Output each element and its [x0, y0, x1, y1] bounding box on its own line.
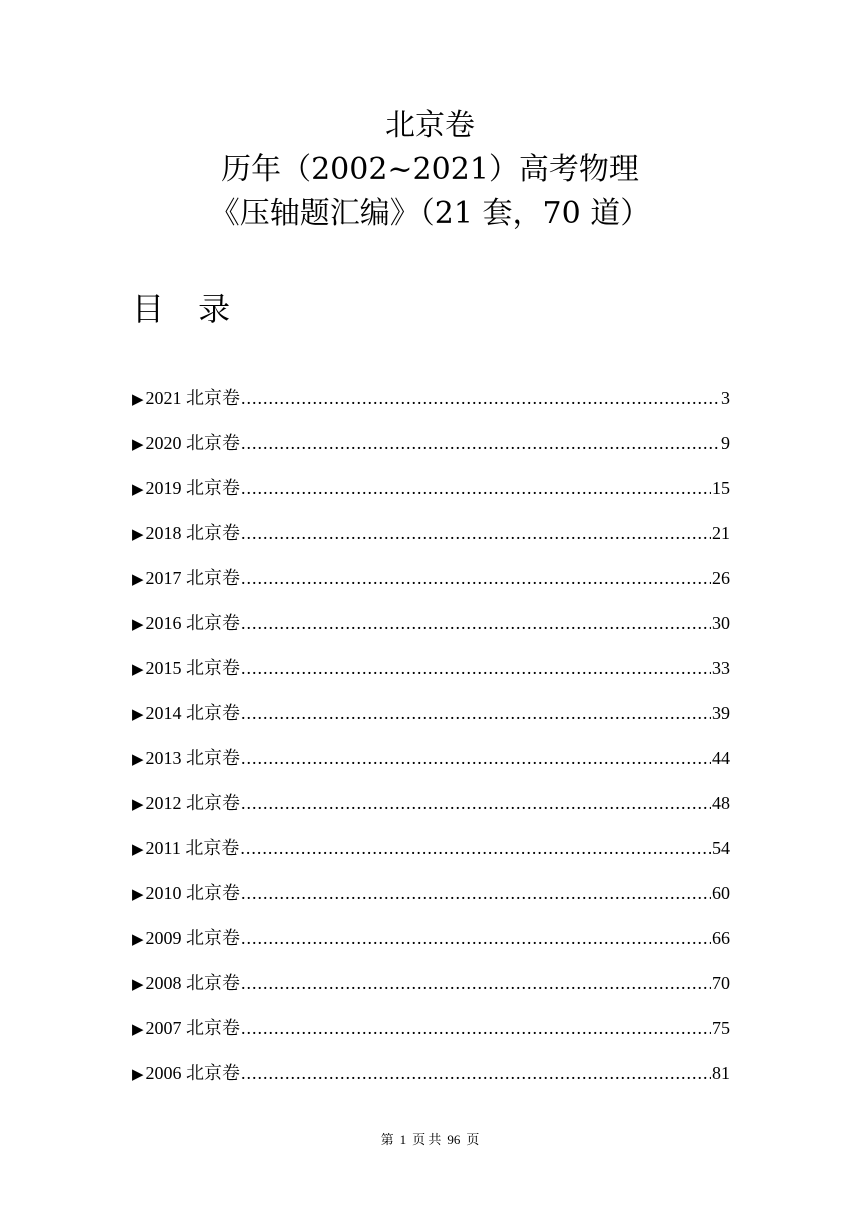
toc-entry[interactable]: [132, 969, 730, 1014]
triangle-bullet-icon: ▶: [132, 1022, 144, 1038]
dot-leader: [241, 703, 711, 724]
triangle-bullet-icon: ▶: [132, 527, 144, 543]
triangle-bullet-icon: ▶: [132, 887, 144, 903]
dot-leader: [241, 478, 711, 499]
triangle-bullet-icon: ▶: [132, 842, 144, 858]
toc-entry-label: 2013 北京卷: [145, 748, 241, 768]
triangle-bullet-icon: ▶: [132, 437, 144, 453]
toc-entry-label: 2021 北京卷: [145, 388, 241, 408]
toc-entry-label: 2019 北京卷: [145, 478, 241, 498]
triangle-bullet-icon: ▶: [132, 572, 144, 588]
triangle-bullet-icon: ▶: [132, 797, 144, 813]
toc-entry[interactable]: [132, 924, 730, 969]
triangle-bullet-icon: ▶: [132, 662, 144, 678]
toc-entry-label: 2014 北京卷: [145, 703, 241, 723]
dot-leader: [241, 1063, 711, 1084]
toc-entry-label: 2020 北京卷: [145, 433, 241, 453]
toc-entry-page-number: 48: [712, 793, 730, 813]
toc-entry-page-number: 26: [712, 568, 730, 588]
dot-leader: [241, 433, 720, 454]
triangle-bullet-icon: ▶: [132, 707, 144, 723]
toc-entry[interactable]: [132, 564, 730, 609]
dot-leader: [241, 613, 711, 634]
triangle-bullet-icon: ▶: [132, 977, 144, 993]
toc-entry[interactable]: [132, 609, 730, 654]
toc-entry-label: 2007 北京卷: [145, 1018, 241, 1038]
dot-leader: [241, 973, 711, 994]
toc-entry-label: 2011 北京卷: [145, 838, 240, 858]
toc-entry-page-number: 30: [712, 613, 730, 633]
toc-entry[interactable]: [132, 474, 730, 519]
toc-entry-page-number: 3: [721, 388, 730, 408]
footer-total-pages: 96: [447, 1132, 461, 1147]
triangle-bullet-icon: ▶: [132, 752, 144, 768]
toc-entry-page-number: 15: [712, 478, 730, 498]
toc-entry-page-number: 81: [712, 1063, 730, 1083]
page-footer: [0, 1129, 860, 1148]
toc-entry-page-number: 60: [712, 883, 730, 903]
toc-heading: 目 录: [132, 290, 243, 328]
table-of-contents: [132, 384, 730, 1104]
toc-entry-label: 2010 北京卷: [145, 883, 241, 903]
toc-entry-page-number: 9: [721, 433, 730, 453]
dot-leader: [241, 523, 711, 544]
toc-entry-label: 2008 北京卷: [145, 973, 241, 993]
toc-entry-page-number: 39: [712, 703, 730, 723]
toc-entry-label: 2018 北京卷: [145, 523, 241, 543]
toc-entry[interactable]: [132, 789, 730, 834]
toc-entry-page-number: 33: [712, 658, 730, 678]
dot-leader: [241, 568, 711, 589]
toc-entry-page-number: 75: [712, 1018, 730, 1038]
toc-entry[interactable]: [132, 519, 730, 564]
toc-entry[interactable]: [132, 654, 730, 699]
dot-leader: [241, 928, 711, 949]
footer-current-page: 1: [399, 1132, 407, 1147]
toc-entry[interactable]: [132, 1014, 730, 1059]
toc-entry-label: 2006 北京卷: [145, 1063, 241, 1083]
toc-entry-label: 2017 北京卷: [145, 568, 241, 588]
toc-entry-page-number: 21: [712, 523, 730, 543]
dot-leader: [241, 793, 711, 814]
triangle-bullet-icon: ▶: [132, 1067, 144, 1083]
toc-entry-page-number: 70: [712, 973, 730, 993]
footer-prefix: 第: [380, 1132, 394, 1147]
toc-entry-label: 2016 北京卷: [145, 613, 241, 633]
toc-entry-label: 2009 北京卷: [145, 928, 241, 948]
dot-leader: [241, 1018, 711, 1039]
document-title: [0, 104, 860, 236]
toc-entry-label: 2012 北京卷: [145, 793, 241, 813]
footer-suffix: 页: [466, 1132, 480, 1147]
triangle-bullet-icon: ▶: [132, 392, 144, 408]
dot-leader: [241, 883, 711, 904]
dot-leader: [240, 838, 711, 859]
title-line-3: 《压轴题汇编》（21 套，70 道）: [209, 196, 651, 231]
toc-entry-label: 2015 北京卷: [145, 658, 241, 678]
toc-entry[interactable]: [132, 834, 730, 879]
toc-entry[interactable]: [132, 1059, 730, 1104]
dot-leader: [241, 748, 711, 769]
toc-entry[interactable]: [132, 384, 730, 429]
toc-entry[interactable]: [132, 744, 730, 789]
dot-leader: [241, 658, 711, 679]
toc-entry-page-number: 54: [712, 838, 730, 858]
toc-entry-page-number: 44: [712, 748, 730, 768]
toc-entry[interactable]: [132, 879, 730, 924]
toc-entry[interactable]: [132, 429, 730, 474]
toc-entry-page-number: 66: [712, 928, 730, 948]
toc-entry[interactable]: [132, 699, 730, 744]
triangle-bullet-icon: ▶: [132, 482, 144, 498]
title-line-1: 北京卷: [385, 108, 475, 143]
triangle-bullet-icon: ▶: [132, 932, 144, 948]
dot-leader: [241, 388, 720, 409]
triangle-bullet-icon: ▶: [132, 617, 144, 633]
footer-middle: 页 共: [412, 1132, 442, 1147]
title-line-2: 历年（2002~2021）高考物理: [221, 152, 639, 187]
